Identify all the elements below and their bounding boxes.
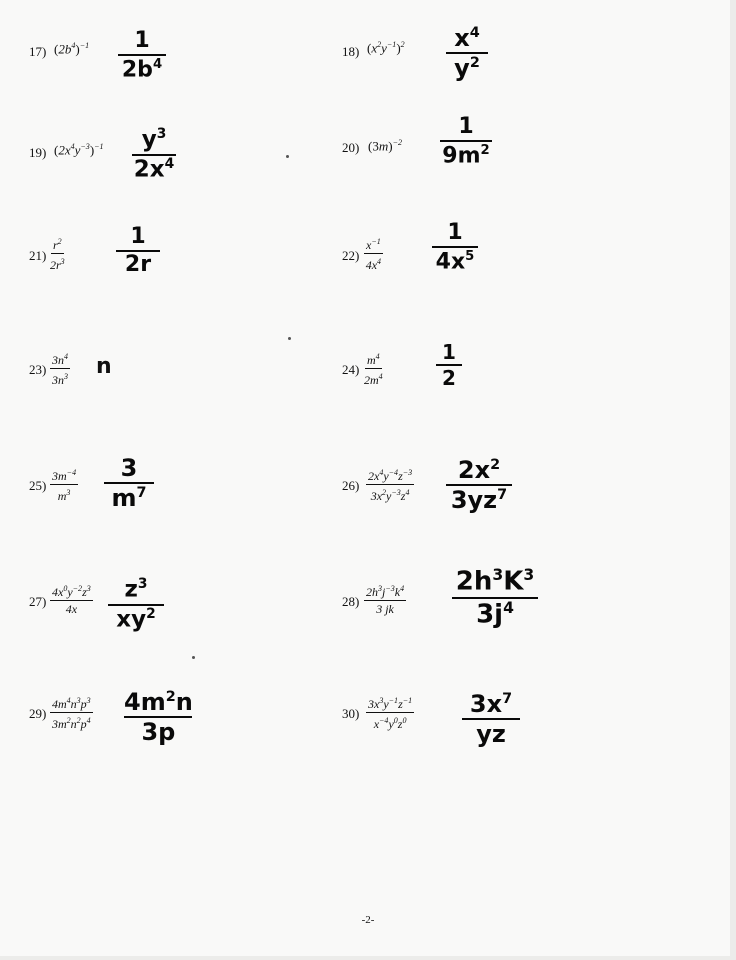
problem-20-expression: $(3m)^{-2}$: [368, 138, 402, 154]
problem-18-answer: $x^4$ $y^2$: [446, 26, 488, 80]
problem-24-answer: 1 2: [436, 342, 462, 388]
problem-23-number: 23): [29, 362, 47, 377]
problem-26-answer: $2x^2$ $3yz^7$: [446, 458, 512, 512]
problem-17-expression: $(2b^4)^{-1}$: [54, 41, 90, 57]
problem-28-answer: $2h^3K^3$ $3j^4$: [452, 568, 538, 627]
problem-21-expression: $\frac{r^2}{2r^3}$: [50, 237, 65, 272]
problem-20-number: 20): [342, 140, 360, 155]
scan-speck: [288, 337, 291, 340]
problem-27-expression: $\frac{4x^0y^{-2}z^3}{4x}$: [52, 584, 91, 616]
problem-26-expression: $\frac{2x^4y^{-4}z^{-3}}{3x^2y^{-3}z^4}$: [368, 468, 413, 503]
problem-20-answer: 1 $9m^2$: [440, 116, 492, 167]
problem-26-number: 26): [342, 478, 360, 493]
problem-30-answer: $3x^7$ yz: [462, 692, 520, 746]
problem-30-number: 30): [342, 706, 360, 721]
problem-28-number: 28): [342, 594, 360, 609]
problem-24-expression: $\frac{m^4}{2m^4}$: [364, 352, 383, 387]
problem-29-expression: $\frac{4m^4n^3p^3}{3m^2n^2p^4}$: [52, 696, 91, 731]
scan-speck: [192, 656, 195, 659]
problem-17-answer: 1 $2b^4$: [118, 30, 166, 81]
page-edge-bottom: [0, 956, 736, 960]
problem-27-answer: $z^3$ $xy^2$: [108, 578, 164, 631]
problem-21-number: 21): [29, 248, 47, 263]
scan-speck: [286, 155, 289, 158]
page-number: -2-: [361, 914, 375, 926]
problem-21-answer: 1 2r: [116, 226, 160, 276]
problem-19-expression: $(2x^4y^{-3})^{-1}$: [54, 142, 104, 158]
problem-29-answer: $4m^2n$ 3p: [124, 688, 193, 746]
problem-25-number: 25): [29, 478, 47, 493]
problem-22-answer: 1 $4x^5$: [432, 222, 478, 273]
problem-25-expression: $\frac{3m^{-4}}{m^3}$: [52, 468, 77, 503]
problem-28-expression: $\frac{2h^3j^{-3}k^4}{3 jk}$: [366, 584, 405, 616]
problem-27-number: 27): [29, 594, 47, 609]
problem-18-expression: $(x^2y^{-1})^2$: [367, 40, 405, 56]
problem-23-answer: n: [96, 354, 112, 379]
problem-19-answer: $y^3$ $2x^4$: [133, 126, 175, 183]
problem-18-number: 18): [342, 44, 360, 59]
page-edge-right: [730, 0, 736, 960]
problem-17-number: 17): [29, 44, 47, 59]
problem-22-expression: $\frac{x^{-1}}{4x^4}$: [365, 237, 382, 272]
problem-23-expression: $\frac{3n^4}{3n^3}$: [52, 352, 68, 387]
problem-25-answer: 3 $m^7$: [104, 456, 154, 510]
problem-29-number: 29): [29, 706, 47, 721]
problem-19-number: 19): [29, 145, 47, 160]
problem-24-number: 24): [342, 362, 360, 377]
problem-22-number: 22): [342, 248, 360, 263]
problem-30-expression: $\frac{3x^3y^{-1}z^{-1}}{x^{-4}y^0z^0}$: [368, 696, 413, 731]
